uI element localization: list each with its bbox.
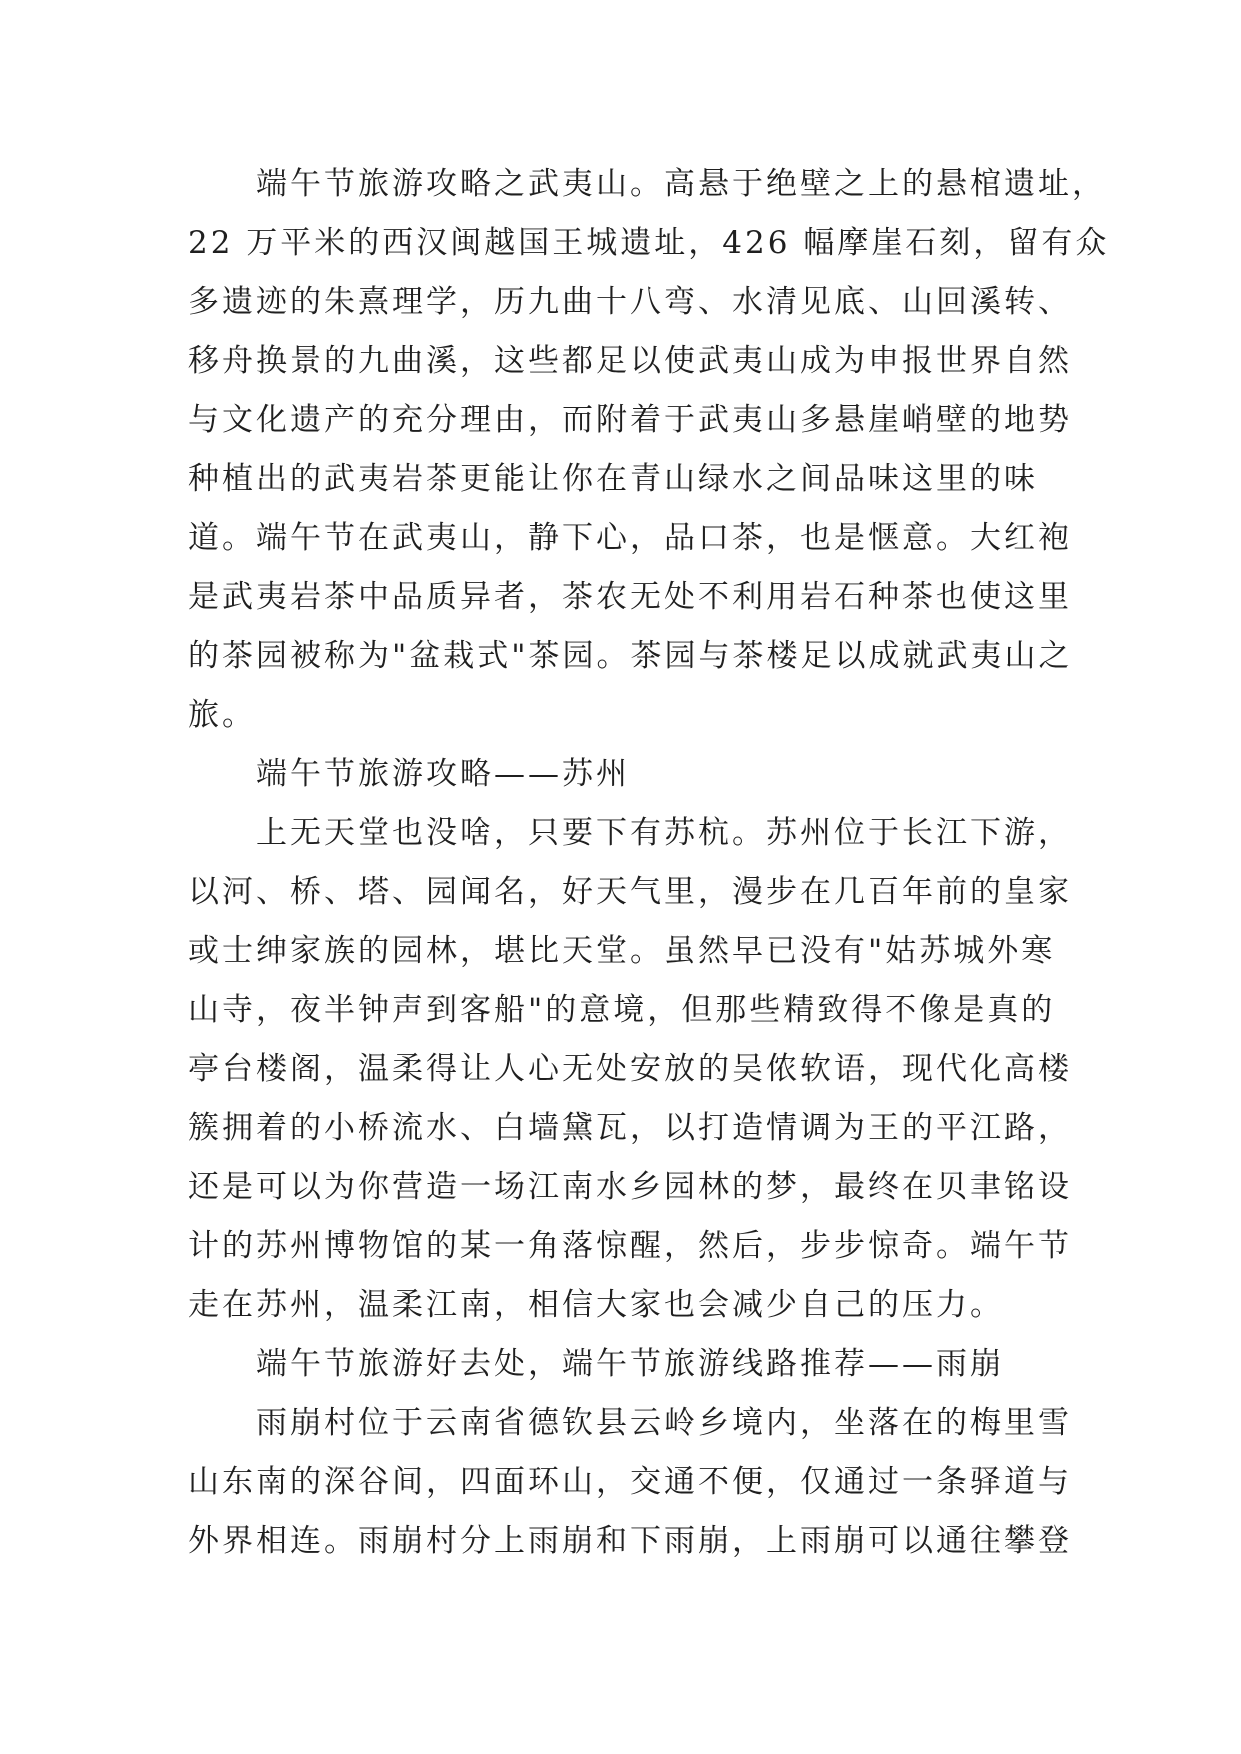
text-line: 外界相连。雨崩村分上雨崩和下雨崩，上雨崩可以通往攀登: [188, 1523, 1072, 1559]
text-line: 与文化遗产的充分理由，而附着于武夷山多悬崖峭壁的地势: [188, 402, 1072, 438]
text-line: 的茶园被称为"盆栽式"茶园。茶园与茶楼足以成就武夷山之: [188, 638, 1073, 674]
text-line: 多遗迹的朱熹理学，历九曲十八弯、水清见底、山回溪转、: [188, 284, 1072, 320]
text-line: 旅。: [188, 697, 256, 733]
text-line: 或士绅家族的园林，堪比天堂。虽然早已没有"姑苏城外寒: [188, 933, 1056, 969]
text-line: 簇拥着的小桥流水、白墙黛瓦，以打造情调为王的平江路，: [188, 1110, 1072, 1146]
text-line: 山寺，夜半钟声到客船"的意境，但那些精致得不像是真的: [188, 992, 1056, 1028]
text-line: 移舟换景的九曲溪，这些都足以使武夷山成为申报世界自然: [188, 343, 1072, 379]
text-line: 22 万平米的西汉闽越国王城遗址，426 幅摩崖石刻，留有众: [188, 225, 1110, 261]
section-heading: 端午节旅游好去处，端午节旅游线路推荐——雨崩: [256, 1346, 1004, 1382]
text-line: 端午节旅游攻略之武夷山。高悬于绝壁之上的悬棺遗址，: [256, 166, 1106, 202]
text-line: 道。端午节在武夷山，静下心，品口茶，也是惬意。大红袍: [188, 520, 1072, 556]
text-line: 计的苏州博物馆的某一角落惊醒，然后，步步惊奇。端午节: [188, 1228, 1072, 1264]
text-line: 亭台楼阁，温柔得让人心无处安放的吴侬软语，现代化高楼: [188, 1051, 1072, 1087]
section-heading: 端午节旅游攻略——苏州: [256, 756, 630, 792]
text-line: 走在苏州，温柔江南，相信大家也会减少自己的压力。: [188, 1287, 1004, 1323]
text-line: 种植出的武夷岩茶更能让你在青山绿水之间品味这里的味: [188, 461, 1038, 497]
text-line: 还是可以为你营造一场江南水乡园林的梦，最终在贝聿铭设: [188, 1169, 1072, 1205]
text-line: 上无天堂也没啥，只要下有苏杭。苏州位于长江下游，: [256, 815, 1072, 851]
text-line: 是武夷岩茶中品质异者，茶农无处不利用岩石种茶也使这里: [188, 579, 1072, 615]
text-line: 山东南的深谷间，四面环山，交通不便，仅通过一条驿道与: [188, 1464, 1072, 1500]
text-line: 雨崩村位于云南省德钦县云岭乡境内，坐落在的梅里雪: [256, 1405, 1072, 1441]
text-line: 以河、桥、塔、园闻名，好天气里，漫步在几百年前的皇家: [188, 874, 1072, 910]
